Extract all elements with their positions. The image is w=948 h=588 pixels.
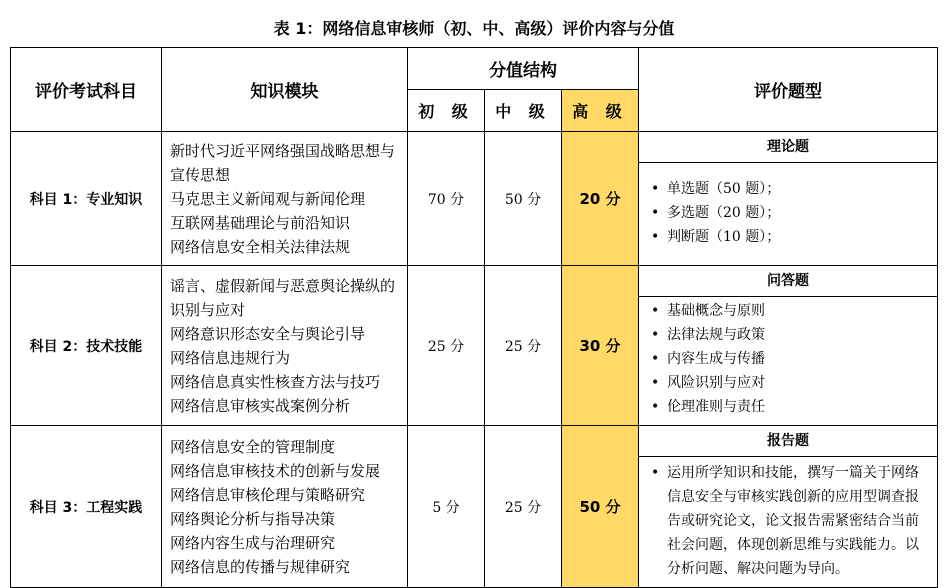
header-score-structure: 分值结构	[408, 48, 639, 90]
module-cell	[162, 426, 408, 588]
module-cell	[162, 266, 408, 426]
bullet-icon: •	[651, 399, 660, 415]
module-cell	[162, 132, 408, 266]
module-item: 网络舆论分析与指导决策	[170, 509, 336, 528]
module-item: 网络信息安全的管理制度	[170, 437, 336, 456]
question-type-cell	[639, 426, 938, 588]
table-row	[11, 426, 938, 588]
bullet-icon: •	[651, 351, 660, 367]
header-subject: 评价考试科目	[11, 48, 162, 132]
header-question-type: 评价题型	[639, 48, 938, 132]
question-type-title: 报告题	[639, 426, 937, 457]
junior-score: 25 分	[408, 266, 485, 426]
list-item: • 内容生成与传播	[651, 347, 931, 371]
list-item: • 基础概念与原则	[651, 299, 931, 323]
senior-score: 50 分	[562, 426, 639, 588]
list-item: • 风险识别与应对	[651, 371, 931, 395]
list-item: • 单选题（50 题）；	[651, 177, 931, 201]
junior-score: 5 分	[408, 426, 485, 588]
senior-score: 20 分	[562, 132, 639, 266]
question-list	[639, 163, 937, 255]
subject-cell: 科目 1：专业知识	[11, 132, 162, 266]
module-item: 网络信息的传播与规律研究	[170, 557, 351, 576]
module-item: 互联网基础理论与前沿知识	[170, 213, 351, 232]
question-type-title: 问答题	[639, 266, 937, 297]
subject-cell: 科目 2：技术技能	[11, 266, 162, 426]
list-item: • 运用所学知识和技能，撰写一篇关于网络信息安全与审核实践创新的应用型调查报告或研究论文，论文报告需紧密结合当前社会问题，体现创新思维与实践能力。以分析问题、解决问题为导向。	[651, 461, 931, 581]
bullet-icon: •	[651, 303, 660, 319]
module-item: 网络信息审核技术的创新与发展	[170, 461, 381, 480]
bullet-icon: •	[651, 327, 660, 343]
list-item: • 伦理准则与责任	[651, 395, 931, 419]
header-module: 知识模块	[162, 48, 408, 132]
module-item: 网络信息审核实战案例分析	[170, 396, 351, 415]
module-item: 马克思主义新闻观与新闻伦理	[170, 189, 366, 208]
module-item: 网络信息违规行为	[170, 348, 291, 367]
middle-score: 25 分	[485, 426, 562, 588]
evaluation-table	[10, 47, 938, 588]
list-item: • 法律法规与政策	[651, 323, 931, 347]
module-item: 谣言、虚假新闻与恶意舆论操纵的识别与应对	[170, 276, 396, 319]
bullet-icon: •	[651, 229, 660, 245]
header-middle: 中 级	[485, 90, 562, 132]
senior-score: 30 分	[562, 266, 639, 426]
table-title: 表 1：网络信息审核师（初、中、高级）评价内容与分值	[273, 19, 675, 38]
subject-cell: 科目 3：工程实践	[11, 426, 162, 588]
module-item: 网络信息真实性核查方法与技巧	[170, 372, 381, 391]
junior-score: 70 分	[408, 132, 485, 266]
header-junior: 初 级	[408, 90, 485, 132]
list-item: • 判断题（10 题）；	[651, 225, 931, 249]
bullet-icon: •	[651, 205, 660, 221]
bullet-icon: •	[651, 375, 660, 391]
middle-score: 50 分	[485, 132, 562, 266]
table-row	[11, 132, 938, 266]
question-list	[639, 457, 937, 587]
middle-score: 25 分	[485, 266, 562, 426]
header-senior: 高 级	[562, 90, 639, 132]
list-item: • 多选题（20 题）；	[651, 201, 931, 225]
table-row	[11, 266, 938, 426]
question-type-cell	[639, 132, 938, 266]
module-item: 网络信息审核伦理与策略研究	[170, 485, 366, 504]
question-list	[639, 297, 937, 425]
bullet-icon: •	[651, 465, 660, 481]
question-type-cell	[639, 266, 938, 426]
module-item: 网络内容生成与治理研究	[170, 533, 336, 552]
module-item: 网络信息安全相关法律法规	[170, 237, 351, 256]
module-item: 网络意识形态安全与舆论引导	[170, 324, 366, 343]
bullet-icon: •	[651, 181, 660, 197]
question-type-title: 理论题	[639, 132, 937, 163]
module-item: 新时代习近平网络强国战略思想与宣传思想	[170, 141, 396, 184]
